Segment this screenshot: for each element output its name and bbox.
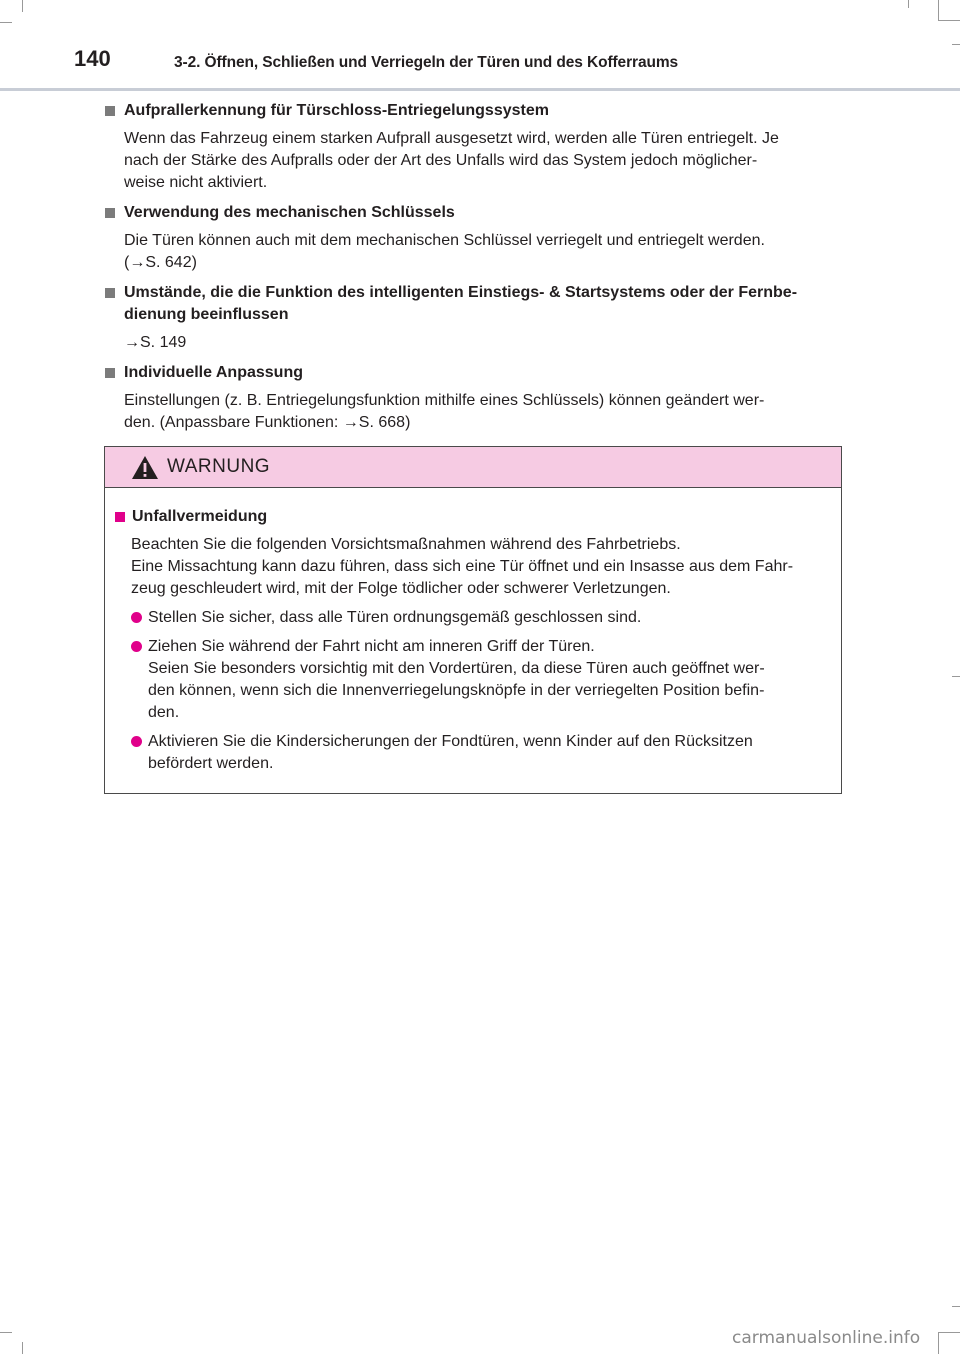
text-line: nach der Stärke des Aufpralls oder der Art des Unfalls wird das System jedoch möglicher-	[124, 152, 758, 169]
text-line: befördert werden.	[148, 755, 274, 772]
crop-mark	[938, 1332, 939, 1354]
title-line: dienung beeinflussen	[124, 306, 289, 323]
text-line: den.	[148, 704, 180, 721]
watermark: carmanualsonline.info	[732, 1328, 921, 1348]
section-marker-icon	[105, 368, 115, 378]
bullet-dot-icon	[131, 612, 142, 623]
warning-box	[104, 446, 842, 794]
main-content	[104, 100, 842, 442]
crop-mark	[908, 0, 909, 8]
text-line: den können, wenn sich die Innenverriegelungsknöpfe in der verriegelten Position befin-	[148, 682, 765, 699]
page-reference-link[interactable]: →S. 149	[124, 334, 187, 351]
warning-marker-icon	[115, 512, 125, 522]
title-line: Umstände, die die Funktion des intelligenten Einstiegs- & Startsystems oder der Fernbe-	[124, 284, 798, 301]
bullet-dot-icon	[131, 736, 142, 747]
warning-bullet	[115, 731, 829, 775]
warning-bullet	[115, 607, 829, 629]
section-marker-icon	[105, 106, 115, 116]
section-mechanischer-schluessel	[104, 202, 842, 274]
text-line: Seien Sie besonders vorsichtig mit den Vordertüren, da diese Türen auch geöffnet wer-	[148, 660, 765, 677]
section-aufprallerkennung	[104, 100, 842, 194]
crop-mark	[22, 1342, 23, 1354]
bullet-dot-icon	[131, 641, 142, 652]
crop-mark	[952, 676, 960, 677]
text-line: zeug geschleudert wird, mit der Folge tödlicher oder schwerer Verletzungen.	[131, 580, 671, 597]
crop-mark	[0, 1332, 12, 1333]
crop-mark	[938, 1332, 960, 1333]
section-marker-icon	[105, 288, 115, 298]
section-body	[104, 230, 842, 274]
header-rule	[0, 88, 960, 91]
text-line: Wenn das Fahrzeug einem starken Aufprall ausgesetzt wird, werden alle Türen entriegelt. Je	[124, 130, 779, 147]
warning-label: WARNUNG	[167, 456, 271, 477]
section-title: Verwendung des mechanischen Schlüssels	[124, 204, 455, 221]
warning-intro	[115, 534, 829, 600]
section-title: Aufprallerkennung für Türschloss-Entriegelungssystem	[124, 102, 549, 119]
chapter-title: 3-2. Öffnen, Schließen und Verriegeln der Türen und des Kofferraums	[174, 54, 679, 71]
text-line: Stellen Sie sicher, dass alle Türen ordnungsgemäß geschlossen sind.	[148, 609, 642, 626]
crop-mark	[938, 0, 939, 20]
section-marker-icon	[105, 208, 115, 218]
text-line: Eine Missachtung kann dazu führen, dass sich eine Tür öffnet und ein Insasse aus dem Fahr-	[131, 558, 794, 575]
warning-triangle-icon	[131, 455, 159, 480]
crop-mark	[22, 0, 23, 12]
section-individuelle-anpassung	[104, 362, 842, 434]
text-line: Die Türen können auch mit dem mechanischen Schlüssel verriegelt und entriegelt werden.	[124, 232, 765, 249]
text-line: den. (Anpassbare Funktionen: →S. 668)	[124, 414, 411, 431]
section-body	[104, 390, 842, 434]
warning-body	[105, 488, 841, 775]
text-line: Aktivieren Sie die Kindersicherungen der Fondtüren, wenn Kinder auf den Rücksitzen	[148, 733, 753, 750]
crop-mark	[952, 1306, 960, 1307]
page-reference-link[interactable]: (→S. 642)	[124, 254, 197, 271]
page-header	[0, 38, 960, 92]
section-body	[104, 128, 842, 194]
crop-mark	[0, 22, 12, 23]
warning-bullet	[115, 636, 829, 724]
text-line: Beachten Sie die folgenden Vorsichtsmaßnahmen während des Fahrbetriebs.	[131, 536, 681, 553]
text-line: Einstellungen (z. B. Entriegelungsfunktion mithilfe eines Schlüssels) können geändert wer-	[124, 392, 765, 409]
text-line: Ziehen Sie während der Fahrt nicht am inneren Griff der Türen.	[148, 638, 595, 655]
warning-subtitle: Unfallvermeidung	[132, 508, 268, 525]
page-number: 140	[74, 46, 111, 71]
section-title	[124, 282, 797, 326]
warning-header	[105, 447, 841, 488]
section-umstaende	[104, 282, 842, 354]
crop-mark	[938, 20, 960, 21]
text-line: weise nicht aktiviert.	[124, 174, 268, 191]
section-title: Individuelle Anpassung	[124, 364, 303, 381]
